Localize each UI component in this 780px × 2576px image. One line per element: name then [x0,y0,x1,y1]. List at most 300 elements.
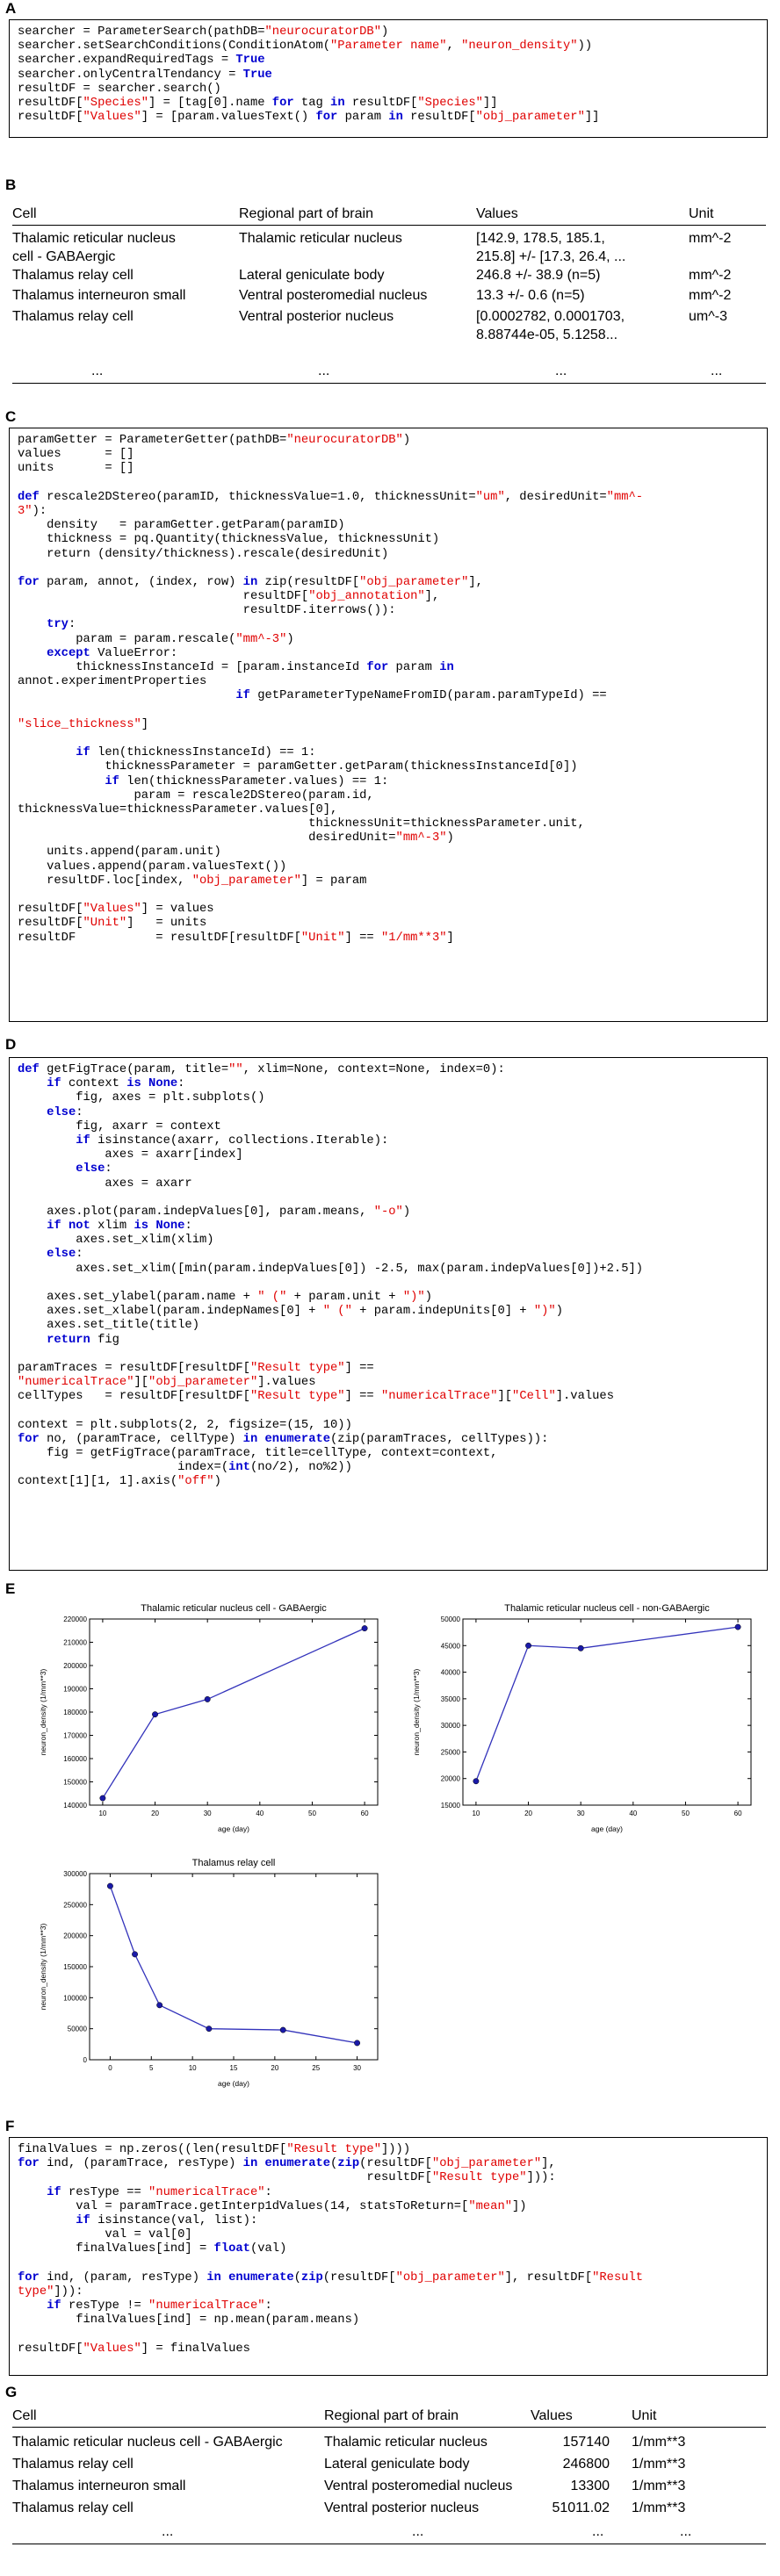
code-token: param, annot, (index, row) [39,575,243,589]
code-token: paramTraces = resultDF[resultDF[ [18,1361,250,1375]
code-token: ) [381,25,389,39]
x-tick-label: 40 [256,1810,264,1817]
data-point [206,2026,212,2031]
code-line [18,647,759,661]
code-token: resultDF[ [18,917,83,931]
code-token [18,2299,47,2313]
code-token [18,1077,47,1090]
panel-label-g: G [5,2384,18,2400]
code-token: "Species" [417,96,483,110]
table-cell: 1/mm**3 [632,2500,686,2515]
code-token: axes = axarr[index] [18,1148,243,1162]
code-token: True [235,54,265,68]
code-token: param = param.rescale( [18,632,236,646]
code-line [18,505,759,519]
code-token: for [315,111,338,125]
code-line [18,2328,759,2342]
code-token: getParameterTypeNameFromID(param.paramTypeId) == [249,689,607,703]
code-token: resType == [61,2185,149,2199]
code-token: ] == [344,1361,374,1375]
code-token: units = [] [18,462,134,476]
code-token: " (" [257,1291,287,1304]
code-token: ] == [344,931,381,945]
code-token: if [47,1220,61,1234]
column-header: Unit [632,2408,657,2423]
y-tick-label: 150000 [63,1963,87,1971]
code-line [18,803,759,817]
data-point [280,2027,285,2033]
table-ellipsis: ... [711,363,723,378]
table-cell: [142.9, 178.5, 185.1, [476,231,605,246]
code-token: ] = [param.valuesText() [141,111,316,125]
y-tick-label: 35000 [440,1695,460,1703]
table-cell: 1/mm**3 [632,2457,686,2472]
code-token: if [235,689,250,703]
table-rule [12,2427,766,2428]
code-line [18,576,759,590]
code-token: except [47,646,90,660]
column-header: Cell [12,2408,37,2423]
code-token: ind, (paramTrace, resType) [39,2157,243,2171]
code-token: thicknessParameter = paramGetter.getParam(thicknessInstanceId[0]) [18,760,578,774]
y-tick-label: 190000 [63,1685,87,1694]
code-token: "numericalTrace" [381,1390,498,1404]
code-line [18,111,759,125]
code-token: ) [446,831,454,845]
code-token: "slice_thickness" [18,717,141,731]
code-token: cellTypes = resultDF[resultDF[ [18,1390,250,1404]
code-token: "mm^-3" [235,632,287,646]
x-tick-label: 10 [188,2064,197,2072]
y-tick-label: 45000 [440,1642,460,1651]
code-token: for [18,2270,40,2285]
x-tick-label: 60 [733,1810,742,1817]
code-token: zip [300,2270,323,2285]
code-token [18,1220,47,1233]
y-tick-label: 100000 [63,1994,87,2003]
code-token: if [76,746,90,760]
code-block-f [9,2137,768,2376]
code-block-a [9,19,768,138]
code-token: in [330,96,345,110]
code-token: thicknessUnit=thicknessParameter.unit, [18,817,585,831]
code-token: finalValues[ind] = [18,2242,214,2256]
x-tick-label: 60 [360,1810,369,1817]
code-token: resultDF[ [18,2342,83,2356]
y-tick-label: 180000 [63,1709,87,1716]
code-token: resultDF[ [344,96,418,110]
code-token: rescale2DStereo(paramID, thicknessValue=1.0, thicknessUnit= [39,490,476,504]
code-token: "off" [177,1475,214,1489]
code-line [18,1305,759,1319]
code-token: "mean" [468,2199,513,2213]
code-token: enumerate [228,2270,294,2285]
code-line [18,462,759,476]
code-token: resultDF[ [18,111,83,125]
code-token: not [68,1220,90,1234]
table-cell: 215.8] +/- [17.3, 26.4, ... [476,249,626,264]
code-token: thicknessValue=thicknessParameter.values[0], [18,802,338,817]
table-cell: Thalamus relay cell [12,2457,134,2472]
code-token: "mm^-3" [395,831,447,845]
x-tick-label: 40 [629,1810,638,1817]
code-token: ) [555,1305,563,1319]
code-line [18,1106,759,1120]
code-line [18,97,759,111]
code-line [18,675,759,689]
code-token: "Unit" [300,931,345,945]
code-token [18,1248,47,1261]
code-line [18,434,759,448]
table-cell: Thalamus relay cell [12,2500,134,2515]
code-token: ], [424,590,440,604]
table-cell: 1/mm**3 [632,2479,686,2493]
code-token: param [388,661,440,674]
code-token: "Cell" [512,1390,556,1404]
data-point [735,1624,740,1630]
table-cell: Thalamic reticular nucleus [324,2435,488,2450]
code-line [18,874,759,889]
code-line [18,1148,759,1162]
code-token: axes.set_xlim([min(param.indepValues[0]) -2.5, max(param.indepValues[0])+2.5]) [18,1262,644,1276]
code-token: ]] [584,111,600,125]
code-token: : [76,1248,83,1262]
series-line [476,1627,738,1781]
code-token: (val) [249,2242,287,2256]
code-line [18,1433,759,1447]
code-token: return [47,1333,90,1347]
code-token: in [439,661,454,674]
y-tick-label: 160000 [63,1755,87,1763]
panel-label-a: A [5,0,17,17]
code-token: "Values" [83,111,141,125]
code-line [18,1277,759,1291]
code-line [18,1376,759,1390]
code-line [18,618,759,632]
y-tick-label: 200000 [63,1932,87,1940]
code-line [18,1475,759,1489]
code-token: "" [228,1063,243,1076]
code-line [18,1419,759,1433]
code-token [18,2186,47,2199]
plot-frame [463,1619,751,1805]
code-token: axes.set_title(title) [18,1319,199,1333]
x-axis-label: age (day) [218,1824,249,1833]
code-token [221,2271,228,2285]
code-token: ind, (param, resType) [39,2270,207,2285]
code-line [18,1162,759,1176]
table-ellipsis: ... [555,363,567,378]
code-token: ] = values [141,903,214,917]
code-token: if [47,2299,61,2313]
code-token: resultDF[ [402,111,476,125]
chart-title: Thalamic reticular nucleus cell - GABAergic [141,1603,327,1614]
x-axis-label: age (day) [591,1824,623,1833]
code-token: "obj_parameter" [395,2270,505,2285]
code-token: searcher.expandRequiredTags = [18,54,236,68]
chart-non-gabaergic [408,1600,760,1837]
code-line [18,477,759,491]
code-token: annot.experimentProperties [18,675,207,689]
table-cell: Ventral posterior nucleus [324,2500,480,2515]
x-tick-label: 10 [472,1810,480,1817]
code-line [18,718,759,732]
code-token: None [148,1077,178,1091]
column-header: Cell [12,206,37,221]
code-token [18,1162,76,1176]
code-token [18,2214,76,2227]
table-cell: Thalamic reticular nucleus [239,231,402,246]
x-tick-label: 30 [203,1810,212,1817]
y-tick-label: 50000 [440,1615,460,1623]
code-token: if [105,774,119,788]
code-line [18,533,759,547]
code-token: "obj_parameter" [431,2157,542,2171]
code-token: ], resultDF[ [504,2270,593,2285]
code-line [18,2143,759,2157]
code-token: ]) [512,2199,527,2213]
table-cell: mm^-2 [689,268,732,283]
code-token: : [264,2185,272,2199]
data-point [100,1795,105,1801]
code-token: for [18,575,40,589]
table-cell: cell - GABAergic [12,249,116,264]
code-line [18,889,759,903]
code-line [18,2299,759,2313]
x-tick-label: 10 [98,1810,107,1817]
code-token: ( [293,2270,301,2285]
code-token: for [271,96,294,110]
code-token: values.append(param.valuesText()) [18,860,287,874]
y-tick-label: 40000 [440,1668,460,1677]
code-token: axes.set_ylabel(param.name + [18,1291,258,1304]
code-token: ] [141,717,149,731]
code-line [18,1063,759,1077]
code-token: , [446,40,462,54]
code-line [18,1205,759,1220]
plot-frame [90,1619,378,1805]
code-token: "numericalTrace" [148,2185,265,2199]
code-token: ) [286,632,294,646]
column-header: Values [476,206,518,221]
code-token: "obj_annotation" [308,590,425,604]
code-line [18,1362,759,1376]
code-token: isinstance(axarr, collections.Iterable): [90,1133,389,1148]
code-token: no, (paramTrace, cellType) [39,1432,243,1446]
code-token: def [18,1063,40,1076]
code-token: zip [337,2157,360,2171]
code-token: None [155,1220,185,1234]
code-token: len(thicknessInstanceId) == 1: [90,746,316,760]
code-line [18,68,759,83]
code-token [18,1106,47,1119]
code-token: float [213,2242,250,2256]
code-token [141,1077,148,1090]
code-token: "numericalTrace" [148,2299,265,2313]
table-cell: 8.88744e-05, 5.1258... [476,327,618,342]
code-token: resultDF[ [18,590,309,604]
code-token: xlim [90,1220,134,1234]
y-tick-label: 0 [83,2056,87,2064]
code-token: resultDF.iterrows()): [18,604,396,618]
code-token: is [126,1077,141,1091]
y-tick-label: 300000 [63,1870,87,1878]
x-tick-label: 0 [108,2064,112,2072]
code-token: ][ [134,1376,149,1390]
code-line [18,704,759,718]
code-token: resType != [61,2299,149,2313]
code-token: ].values [555,1390,614,1404]
table-cell: mm^-2 [689,288,732,303]
code-token: axes.plot(param.indepValues[0], param.means, [18,1205,374,1219]
code-token: fig [90,1333,119,1347]
code-token: + param.unit + [286,1291,403,1304]
code-token: enumerate [264,1432,331,1446]
y-axis-label: neuron_density (1/mm**3) [39,1668,47,1756]
code-token: "Values" [83,2342,141,2356]
table-ellipsis: ... [592,2524,604,2539]
code-token: ")" [402,1291,425,1304]
code-token: else [47,1105,76,1119]
code-line [18,1248,759,1262]
code-token: ][ [497,1390,513,1404]
code-line [18,1334,759,1348]
code-token: " (" [322,1305,352,1319]
code-line [18,604,759,618]
table-ellipsis: ... [680,2524,692,2539]
code-token: : [105,1162,112,1176]
y-tick-label: 150000 [63,1778,87,1787]
column-header: Values [531,2408,573,2423]
code-token: val = paramTrace.getInterp1dValues(14, statsToReturn=[ [18,2199,469,2213]
code-line [18,1234,759,1248]
code-line [18,689,759,703]
y-tick-label: 50000 [67,2025,87,2033]
code-token: resultDF = searcher.search() [18,82,221,96]
y-tick-label: 20000 [440,1774,460,1783]
table-cell: Thalamic reticular nucleus cell - GABAergic [12,2435,283,2450]
code-token: paramGetter = ParameterGetter(pathDB= [18,434,287,447]
code-line [18,2342,759,2357]
code-token [18,775,105,788]
code-token: resultDF = resultDF[resultDF[ [18,931,301,945]
code-token: finalValues = np.zeros((len(resultDF[ [18,2143,287,2156]
code-line [18,2186,759,2200]
table-ellipsis: ... [91,363,104,378]
code-line [18,1348,759,1362]
code-line [18,746,759,760]
code-token: len(thicknessParameter.values) == 1: [119,774,389,788]
x-tick-label: 25 [312,2064,321,2072]
code-line [18,25,759,40]
code-token: resultDF[ [18,96,83,110]
code-token: : [177,1077,185,1091]
code-token: return (density/thickness).rescale(desiredUnit) [18,547,389,561]
table-cell: Thalamus relay cell [12,268,134,283]
code-token: isinstance(val, list): [90,2213,258,2227]
code-token [18,1334,47,1347]
code-token: resultDF.loc[index, [18,874,192,888]
code-token: "Result type" [286,2143,381,2156]
code-line [18,2271,759,2285]
y-tick-label: 15000 [440,1802,460,1810]
x-tick-label: 20 [151,1810,159,1817]
code-token: , desiredUnit= [504,490,607,504]
table-cell: Thalamus relay cell [12,309,134,324]
code-line [18,2228,759,2242]
code-token: ] = units [126,917,207,931]
chart-title: Thalamic reticular nucleus cell - non-GABAergic [504,1603,710,1614]
code-line [18,2242,759,2256]
code-token: index=( [18,1461,229,1475]
code-token: ValueError: [90,646,178,660]
code-token [257,1433,264,1446]
x-tick-label: 50 [682,1810,690,1817]
code-line [18,845,759,860]
code-token: ) [402,1205,411,1219]
code-line [18,1220,759,1234]
code-token: in [242,1432,258,1446]
code-line [18,2157,759,2171]
code-token: ] = [tag[0].name [148,96,272,110]
code-token: : [264,2299,272,2313]
table-cell: Thalamic reticular nucleus [12,231,176,246]
code-line [18,831,759,845]
code-token: "Result type" [249,1361,345,1375]
code-token: "neuron_density" [461,40,578,54]
code-line [18,1390,759,1404]
code-token: if [76,1133,90,1148]
table-cell: Ventral posteromedial nucleus [324,2479,513,2493]
column-header: Unit [689,206,714,221]
code-token: searcher.setSearchConditions(ConditionAtom( [18,40,331,54]
y-axis-label: neuron_density (1/mm**3) [412,1668,421,1756]
code-token: in [242,575,258,589]
table-cell: 51011.02 [552,2500,610,2515]
y-axis-label: neuron_density (1/mm**3) [39,1923,47,2011]
code-token: ] [446,931,454,945]
code-token: density = paramGetter.getParam(paramID) [18,519,345,533]
code-token [257,2157,264,2170]
table-cell: 13300 [570,2479,610,2493]
code-token: finalValues[ind] = np.mean(param.means) [18,2313,360,2328]
code-token: if [76,2213,90,2227]
code-token: ")" [533,1305,556,1319]
code-token: searcher = ParameterSearch(pathDB= [18,25,265,39]
table-ellipsis: ... [412,2524,424,2539]
code-line [18,54,759,68]
table-ellipsis: ... [162,2524,174,2539]
code-line [18,1191,759,1205]
code-token: "neurocuratorDB" [286,434,403,447]
code-line [18,817,759,831]
code-token: "Species" [83,96,149,110]
code-line [18,932,759,946]
code-token: int [228,1461,250,1475]
code-line [18,1077,759,1091]
table-cell: Lateral geniculate body [239,268,385,283]
code-token: ) [402,434,411,447]
code-token: "Values" [83,903,141,917]
code-token: ], [541,2157,556,2171]
x-tick-label: 15 [229,2064,238,2072]
code-line [18,590,759,604]
y-tick-label: 210000 [63,1638,87,1647]
code-token: (no/2), no%2)) [249,1461,352,1475]
code-line [18,2285,759,2299]
code-token [18,689,235,702]
code-token [18,1134,76,1148]
